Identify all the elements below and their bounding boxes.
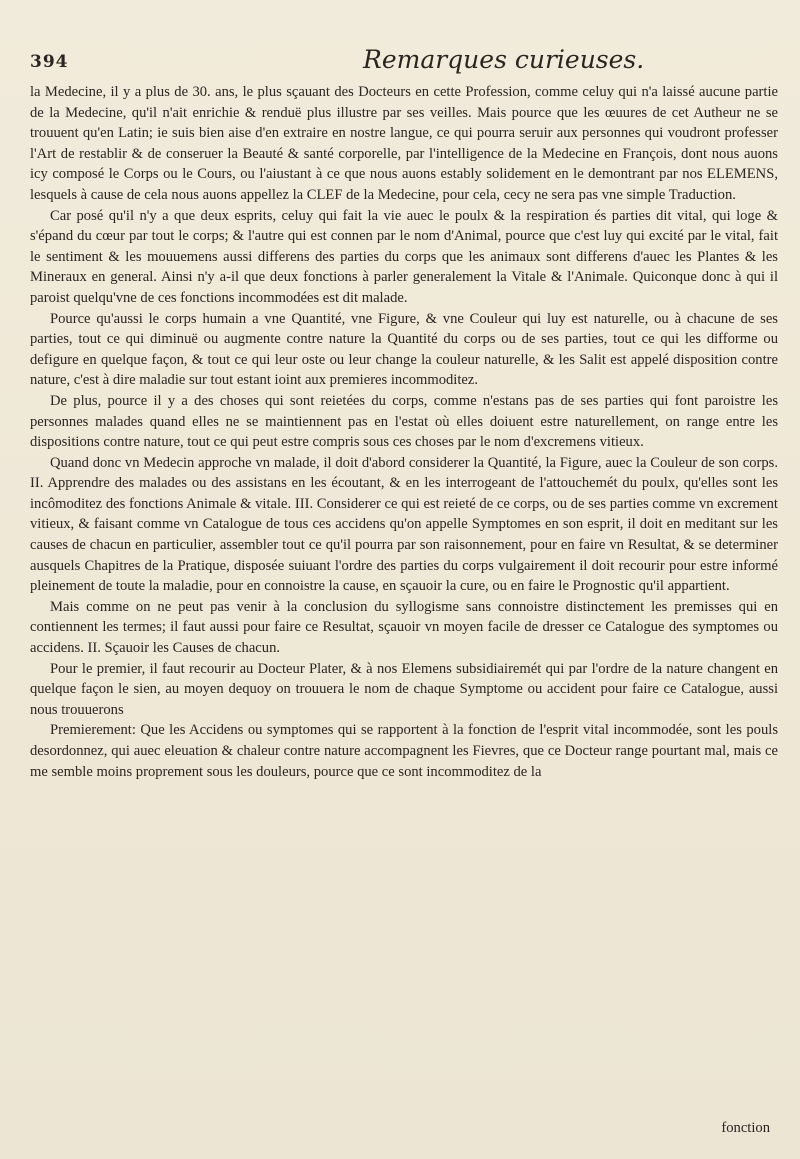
running-title: Remarques curieuses. [363, 45, 645, 74]
paragraph: Quand donc vn Medecin approche vn malade, il doit d'abord considerer la Quantité, la Figure, auec la Couleur de son corps. II. Apprendre des malades ou des assistans en les écoutant, & en les interrogeant de l'attouchemét du poulx, qu'elles sont les incômoditez des fonctions Animale & vitale. III. Considerer ce qui est reieté de ce corps, ou de ses parties comme vn excrement vitieux, & faisant comme vn Catalogue de tous ces accidens qu'on appelle Symptomes en son esprit, il doit en meditant sur les causes de chacun en particulier, assembler tout ce qu'il pourra par son raisonnement, pour en faire vn Resultat, & se determiner ausquels Chapitres de la Pratique, disposée suiuant l'ordre des parties du corps vulgairement il doit recourir pour estre informé pleinement de toute la maladie, pour en connoistre la cause, en sçauoir la cure, ou en faire le Prognostic qu'il appartient. [30, 454, 778, 595]
paragraph: Mais comme on ne peut pas venir à la conclusion du syllogisme sans connoistre distinctement les premisses qui en contiennent les termes; il faut aussi pour faire ce Resultat, sçauoir vn moyen facile de dresser ce Catalogue des symptomes ou accidens. II. Sçauoir les Causes de chacun. [30, 598, 778, 657]
paragraph: la Medecine, il y a plus de 30. ans, le plus sçauant des Docteurs en cette Profession, comme celuy qui n'a laissé aucune partie de la Medecine, qu'il n'ait enrichie & renduë plus illustre par ses veilles. Mais pource que les œuures de cet Autheur ne se trouuent qu'en Latin; ie suis bien aise d'en extraire en nostre langue, ce qui pourra seruir aux personnes qui voudront professer l'Art de restablir & de conseruer la Beauté & santé corporelle, par l'intelligence de la Medecine en François, dont nous auons icy composé le Corps ou le Cours, ou l'aiustant à ce que nous auons estably solidement en le demontrant par nos ELEMENS, lesquels à cause de cela nous auons appellez la CLEF de la Medecine, pour cela, cecy ne sera pas vne simple Traduction. [30, 84, 778, 203]
page-number: 394 [30, 52, 69, 72]
paragraph: Premierement: Que les Accidens ou symptomes qui se rapportent à la fonction de l'esprit vital incommodée, sont les pouls desordonnez, qui auec eleuation & chaleur contre nature accompagnent les Fievres, que ce Docteur range pourtant mal, mais ce me semble moins proprement sous les douleurs, pource que ce sont incommoditez de la [30, 722, 778, 780]
paragraph: Pource qu'aussi le corps humain a vne Quantité, vne Figure, & vne Couleur qui luy est naturelle, ou à chacune de ses parties, tout ce qui diminuë ou augmente contre nature la Quantité du corps ou de ses parties, tout ce qui les difforme ou defigure en quelque façon, & tout ce qui leur oste ou leur change la couleur naturelle, & les Salit est appelé disposition contre nature, c'est à dire maladie sur tout estant ioint aux premieres incommoditez. [30, 310, 778, 389]
page-header [30, 42, 778, 82]
body-text [30, 82, 778, 782]
catchword: fonction [721, 1120, 770, 1136]
paragraph: Car posé qu'il n'y a que deux esprits, celuy qui fait la vie auec le poulx & la respiration és parties dit vital, qui loge & s'épand du cœur par tout le corps; & l'autre qui est connen par le nom d'Animal, pource que c'est luy qui excité par le vital, fait le sentiment & les mouuemens aussi differens des parties du corps que les animaux sont differens d'auec les Plantes & les Mineraux en general. Ainsi n'y a-il que deux fonctions à parler generalement la Vitale & l'Animale. Quiconque donc à qui il paroist quelqu'vne de ces fonctions incommodées est dit malade. [30, 207, 778, 306]
paragraph: De plus, pource il y a des choses qui sont reietées du corps, comme n'estans pas de ses parties qui font paroistre les personnes malades quand elles ne se maintiennent pas en l'estat où elles doiuent estre naturellement, on range entre les dispositions contre nature, tout ce qui peut estre compris sous ces choses par le nom d'excremens vitieux. [30, 392, 778, 451]
paragraph: Pour le premier, il faut recourir au Docteur Plater, & à nos Elemens subsidiairemét qui par l'ordre de la nature changent en quelque façon le sien, au moyen dequoy on trouuera le nom de chaque Symptome ou accident pour faire ce Catalogue, aussi nous trouuerons [30, 660, 778, 718]
